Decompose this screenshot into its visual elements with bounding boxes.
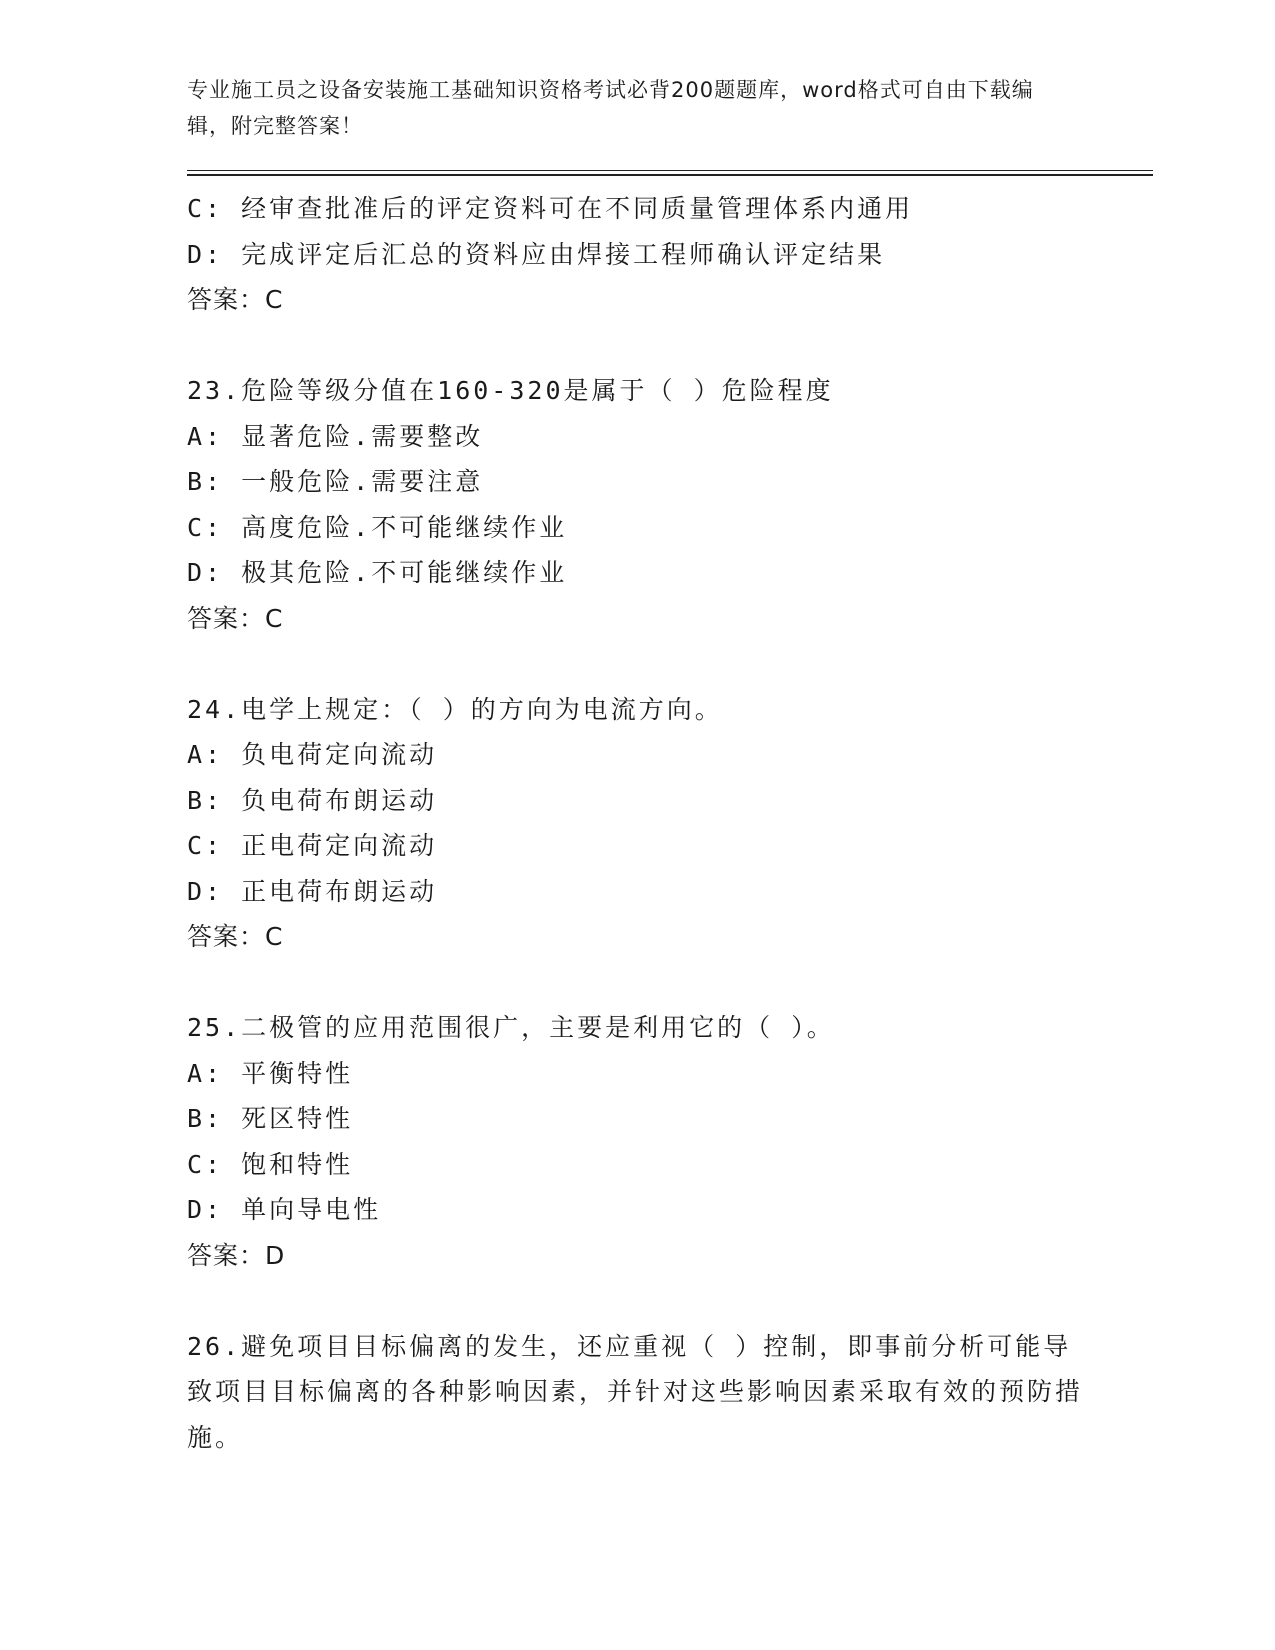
option-a: A: 负电荷定向流动 (187, 740, 438, 769)
question-stem: 26.避免项目目标偏离的发生，还应重视（ ）控制，即事前分析可能导致项目目标偏离的各种影响因素，并针对这些影响因素采取有效的预防措施。 (187, 1331, 1084, 1452)
question-23 (187, 368, 1087, 641)
question-list (187, 186, 1087, 1460)
header-rule-bottom (187, 174, 1153, 176)
option-b: B: 负电荷布朗运动 (187, 785, 438, 815)
option-d: D: 完成评定后汇总的资料应由焊接工程师确认评定结果 (187, 239, 886, 269)
question-26 (187, 1324, 1087, 1461)
question-24 (187, 687, 1087, 960)
question-stem: 24.电学上规定：（ ）的方向为电流方向。 (187, 694, 723, 724)
answer: 答案：C (187, 285, 284, 314)
option-c: C: 高度危险.不可能继续作业 (187, 512, 568, 542)
answer: 答案：C (187, 603, 284, 633)
option-d: D: 极其危险.不可能继续作业 (187, 558, 568, 587)
option-b: B: 一般危险.需要注意 (187, 467, 484, 496)
option-d: D: 单向导电性 (187, 1195, 382, 1224)
answer: 答案：D (187, 1240, 286, 1270)
option-d: D: 正电荷布朗运动 (187, 876, 438, 906)
option-c: C: 饱和特性 (187, 1149, 354, 1179)
question-stem: 23.危险等级分值在160-320是属于（ ）危险程度 (187, 376, 834, 405)
option-c: C: 经审查批准后的评定资料可在不同质量管理体系内通用 (187, 194, 914, 223)
option-a: A: 显著危险.需要整改 (187, 421, 484, 451)
header-title: 专业施工员之设备安装施工基础知识资格考试必背200题题库，word格式可自由下载编辑，附完整答案！ (187, 78, 1034, 138)
option-c: C: 正电荷定向流动 (187, 831, 438, 860)
question-25 (187, 1005, 1087, 1278)
answer: 答案：C (187, 922, 284, 951)
option-a: A: 平衡特性 (187, 1058, 354, 1088)
header-rule-top (187, 170, 1153, 171)
document-header (187, 72, 1067, 144)
option-b: B: 死区特性 (187, 1104, 354, 1133)
question-stem: 25.二极管的应用范围很广，主要是利用它的（ ）。 (187, 1013, 835, 1042)
